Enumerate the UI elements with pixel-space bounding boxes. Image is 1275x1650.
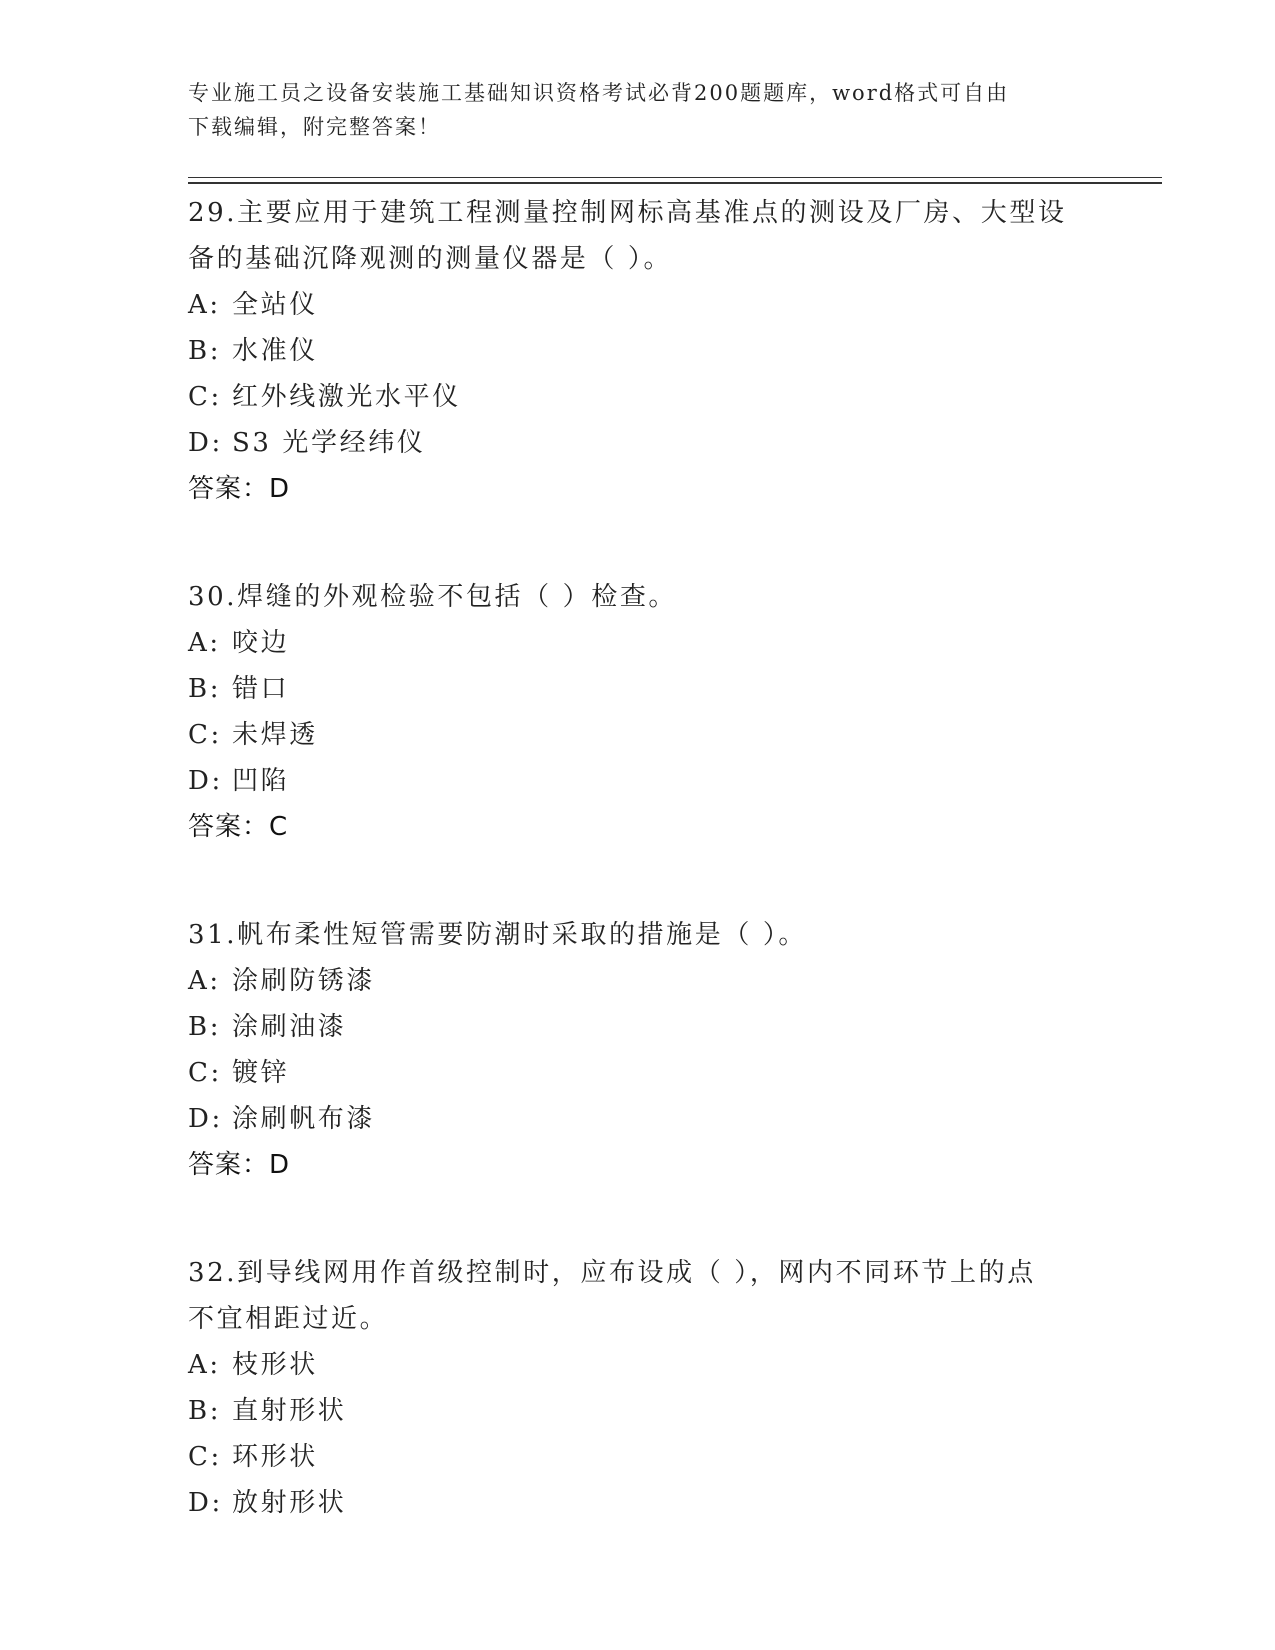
option-text: 水准仪 [232, 336, 318, 366]
option-text: 涂刷防锈漆 [232, 966, 376, 996]
question-30 [188, 574, 1088, 850]
option-c [188, 1050, 1088, 1096]
option-list [188, 620, 1088, 804]
option-b [188, 1388, 1088, 1434]
option-b [188, 1004, 1088, 1050]
option-c [188, 374, 1088, 420]
question-32 [188, 1250, 1088, 1526]
option-text: 枝形状 [232, 1350, 318, 1380]
question-number: 29. [188, 198, 238, 228]
header-line-2: 下载编辑，附完整答案！ [188, 115, 441, 139]
option-text: 咬边 [232, 628, 290, 658]
option-b [188, 666, 1088, 712]
answer-value: D [269, 1150, 291, 1180]
question-31 [188, 912, 1088, 1188]
option-list [188, 282, 1088, 466]
option-text: 错口 [232, 674, 290, 704]
option-key: A: [188, 628, 221, 658]
question-stem-line-1: 到导线网用作首级控制时，应布设成（ ），网内不同环节上的点 [237, 1258, 1036, 1288]
option-text: 直射形状 [232, 1396, 347, 1426]
question-number: 32. [188, 1258, 238, 1288]
option-text: 红外线激光水平仪 [232, 382, 461, 412]
option-key: D: [188, 766, 223, 796]
answer-line [188, 466, 1088, 512]
question-number: 31. [188, 920, 238, 950]
question-stem-line-1: 帆布柔性短管需要防潮时采取的措施是（ ）。 [237, 920, 808, 950]
option-key: B: [188, 674, 222, 704]
option-key: D: [188, 1488, 223, 1518]
question-stem [188, 190, 1088, 282]
option-key: A: [188, 290, 221, 320]
option-list [188, 958, 1088, 1142]
option-d [188, 420, 1088, 466]
question-29 [188, 190, 1088, 512]
question-stem [188, 574, 1088, 620]
header-divider-thick [188, 182, 1162, 184]
question-stem-line-2: 不宜相距过近。 [188, 1304, 389, 1334]
option-text: 涂刷帆布漆 [232, 1104, 376, 1134]
question-list [188, 190, 1088, 1588]
option-list [188, 1342, 1088, 1526]
option-text: 未焊透 [232, 720, 318, 750]
option-key: B: [188, 336, 222, 366]
question-number: 30. [188, 582, 238, 612]
option-text: 涂刷油漆 [232, 1012, 347, 1042]
option-key: C: [188, 382, 222, 412]
option-key: A: [188, 1350, 221, 1380]
option-text: 全站仪 [232, 290, 318, 320]
option-key: D: [188, 428, 223, 458]
option-text: 放射形状 [232, 1488, 347, 1518]
option-d [188, 758, 1088, 804]
option-c [188, 1434, 1088, 1480]
option-key: C: [188, 1058, 222, 1088]
option-d [188, 1096, 1088, 1142]
option-text: S3 光学经纬仪 [232, 428, 426, 458]
answer-label: 答案： [188, 812, 270, 842]
option-key: C: [188, 720, 222, 750]
option-d [188, 1480, 1088, 1526]
option-a [188, 958, 1088, 1004]
option-a [188, 1342, 1088, 1388]
option-text: 环形状 [232, 1442, 318, 1472]
question-stem-line-2: 备的基础沉降观测的测量仪器是（ ）。 [188, 244, 673, 274]
option-key: D: [188, 1104, 223, 1134]
answer-label: 答案： [188, 474, 270, 504]
option-text: 镀锌 [232, 1058, 290, 1088]
answer-value: D [269, 474, 291, 504]
option-b [188, 328, 1088, 374]
question-stem [188, 1250, 1088, 1342]
option-c [188, 712, 1088, 758]
answer-line [188, 1142, 1088, 1188]
option-key: C: [188, 1442, 222, 1472]
option-key: B: [188, 1396, 222, 1426]
answer-line [188, 804, 1088, 850]
question-stem-line-1: 主要应用于建筑工程测量控制网标高基准点的测设及厂房、大型设 [237, 198, 1067, 228]
option-a [188, 282, 1088, 328]
question-stem-line-1: 焊缝的外观检验不包括（ ）检查。 [237, 582, 678, 612]
header-divider-thin [188, 177, 1162, 178]
document-header [188, 76, 1068, 144]
option-key: A: [188, 966, 221, 996]
answer-value: C [269, 812, 289, 842]
option-a [188, 620, 1088, 666]
answer-label: 答案： [188, 1150, 270, 1180]
option-key: B: [188, 1012, 222, 1042]
option-text: 凹陷 [232, 766, 290, 796]
question-stem [188, 912, 1088, 958]
header-line-1: 专业施工员之设备安装施工基础知识资格考试必背200题题库，word格式可自由 [188, 81, 1010, 105]
